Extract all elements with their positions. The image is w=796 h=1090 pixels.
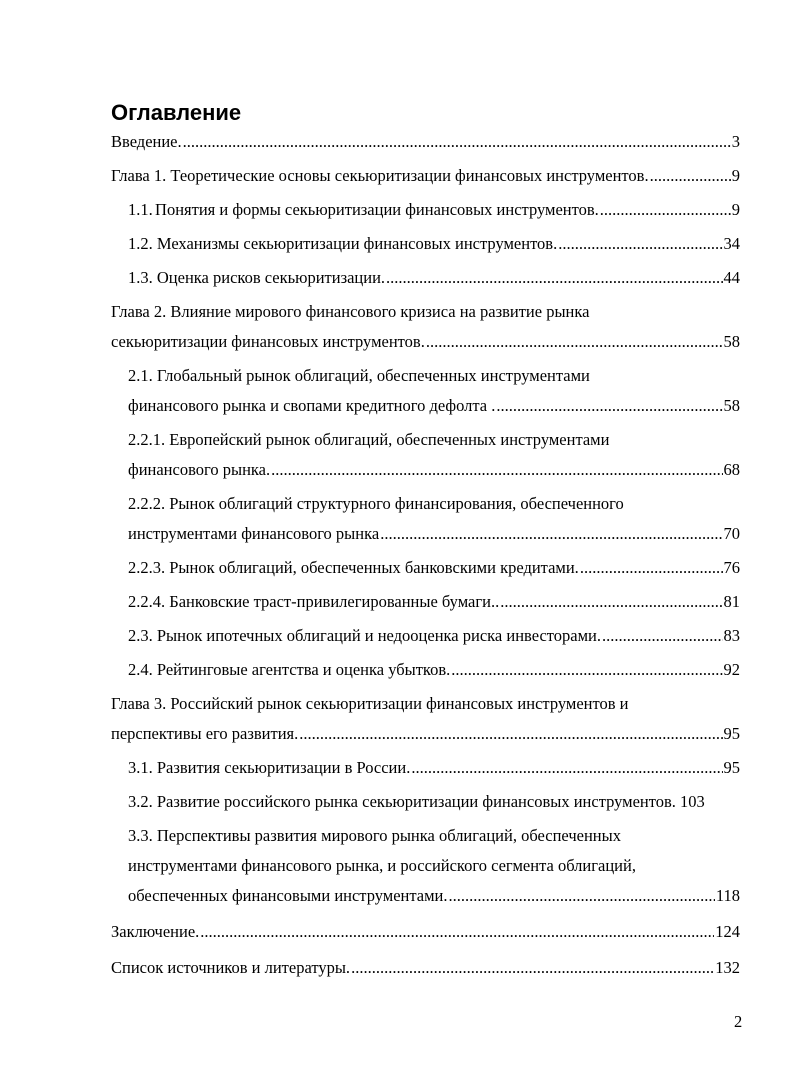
toc-entry-page: 58: [723, 332, 740, 351]
toc-entry-3-3[interactable]: [111, 821, 740, 911]
toc-entry-label-line: 2.2.2. Рынок облигаций структурного финансирования, обеспеченного: [128, 494, 624, 513]
dot-leader: [380, 519, 722, 549]
toc-entry-number: 1.1.: [128, 200, 153, 219]
dot-leader: [299, 719, 722, 749]
dot-leader: [451, 655, 722, 685]
table-of-contents: [111, 127, 740, 983]
toc-entry-page: 68: [723, 460, 740, 479]
toc-entry-1-2[interactable]: [111, 229, 740, 259]
toc-entry-label: Заключение.: [111, 922, 200, 941]
dot-leader: [426, 327, 723, 357]
dot-leader: [600, 195, 731, 225]
toc-entry-2-3[interactable]: [111, 621, 740, 651]
toc-entry-1-3[interactable]: [111, 263, 740, 293]
toc-entry-page: 58: [723, 396, 740, 415]
toc-entry-2-1[interactable]: [111, 361, 740, 421]
toc-entry-page: 92: [723, 660, 740, 679]
toc-entry-label: 1.2. Механизмы секьюритизации финансовых инструментов.: [128, 234, 558, 253]
toc-entry-label-line: инструментами финансового рынка, и российского сегмента облигаций,: [128, 856, 636, 875]
toc-entry-page: 44: [723, 268, 740, 287]
toc-entry-label: Список источников и литературы.: [111, 958, 351, 977]
toc-entry-page: 76: [723, 558, 740, 577]
toc-entry-page: 118: [715, 886, 740, 905]
toc-entry-page: 132: [715, 958, 740, 977]
toc-entry-label: Введение.: [111, 132, 182, 151]
toc-entry-label: 3.1. Развития секьюритизации в России.: [128, 758, 411, 777]
dot-leader: [200, 917, 714, 947]
toc-entry-page: 9: [731, 166, 740, 185]
toc-entry-label: Глава 1. Теоретические основы секьюритизации финансовых инструментов.: [111, 166, 649, 185]
toc-entry-label-line: Глава 2. Влияние мирового финансового кризиса на развитие рынка: [111, 302, 590, 321]
toc-entry-chapter-3[interactable]: [111, 689, 740, 749]
toc-entry-label: обеспеченных финансовыми инструментами.: [128, 886, 448, 905]
toc-entry-introduction[interactable]: [111, 127, 740, 157]
dot-leader: [602, 621, 723, 651]
dot-leader: [650, 161, 731, 191]
toc-entry-page: 9: [731, 200, 740, 219]
toc-entry-page: 95: [723, 724, 740, 743]
toc-entry-2-2-3[interactable]: [111, 553, 740, 583]
toc-entry-label: инструментами финансового рынка: [128, 524, 380, 543]
dot-leader: [386, 263, 722, 293]
toc-entry-label: финансового рынка.: [128, 460, 271, 479]
toc-entry-references[interactable]: [111, 953, 740, 983]
toc-entry-label-line: 3.3. Перспективы развития мирового рынка облигаций, обеспеченных: [128, 826, 621, 845]
toc-entry-page: 81: [723, 592, 740, 611]
toc-entry-label: 2.2.3. Рынок облигаций, обеспеченных банковскими кредитами.: [128, 558, 579, 577]
toc-entry-label: 1.3. Оценка рисков секьюритизации.: [128, 268, 386, 287]
toc-entry-label: 3.2. Развитие российского рынка секьюритизации финансовых инструментов.: [128, 792, 676, 811]
toc-entry-label: перспективы его развития.: [111, 724, 299, 743]
page-number: 2: [734, 1012, 743, 1031]
toc-entry-page: 70: [723, 524, 740, 543]
toc-entry-label-line: 2.1. Глобальный рынок облигаций, обеспеченных инструментами: [128, 366, 590, 385]
toc-entry-2-2-4[interactable]: [111, 587, 740, 617]
toc-entry-page: 124: [715, 922, 740, 941]
toc-entry-2-4[interactable]: [111, 655, 740, 685]
toc-entry-label: 2.2.4. Банковские траст-привилегированные бумаги..: [128, 592, 500, 611]
toc-title: Оглавление: [111, 100, 242, 125]
toc-entry-label: Понятия и формы секьюритизации финансовых инструментов.: [155, 200, 599, 219]
toc-entry-label: 2.4. Рейтинговые агентства и оценка убытков.: [128, 660, 451, 679]
dot-leader: [580, 553, 723, 583]
toc-entry-2-2-1[interactable]: [111, 425, 740, 485]
toc-entry-label-line: 2.2.1. Европейский рынок облигаций, обеспеченных инструментами: [128, 430, 610, 449]
dot-leader: [500, 587, 722, 617]
toc-entry-2-2-2[interactable]: [111, 489, 740, 549]
toc-entry-conclusion[interactable]: [111, 917, 740, 947]
dot-leader: [271, 455, 722, 485]
dot-leader: [558, 229, 722, 259]
toc-entry-3-1[interactable]: [111, 753, 740, 783]
toc-entry-chapter-1[interactable]: [111, 161, 740, 191]
toc-entry-chapter-2[interactable]: [111, 297, 740, 357]
toc-entry-label: 2.3. Рынок ипотечных облигаций и недооценка риска инвесторами.: [128, 626, 601, 645]
toc-entry-page: 95: [723, 758, 740, 777]
dot-leader: [183, 127, 731, 157]
toc-entry-page: 34: [723, 234, 740, 253]
toc-entry-3-2[interactable]: [111, 787, 740, 817]
toc-entry-page: 103: [679, 792, 705, 811]
toc-entry-label: финансового рынка и свопами кредитного дефолта .: [128, 396, 496, 415]
toc-entry-page: 3: [731, 132, 740, 151]
toc-entry-page: 83: [723, 626, 740, 645]
toc-entry-label-line: Глава 3. Российский рынок секьюритизации финансовых инструментов и: [111, 694, 629, 713]
dot-leader: [449, 881, 715, 911]
dot-leader: [351, 953, 714, 983]
toc-entry-label: секьюритизации финансовых инструментов.: [111, 332, 425, 351]
dot-leader: [411, 753, 722, 783]
dot-leader: [496, 391, 722, 421]
toc-entry-1-1[interactable]: [111, 195, 740, 225]
